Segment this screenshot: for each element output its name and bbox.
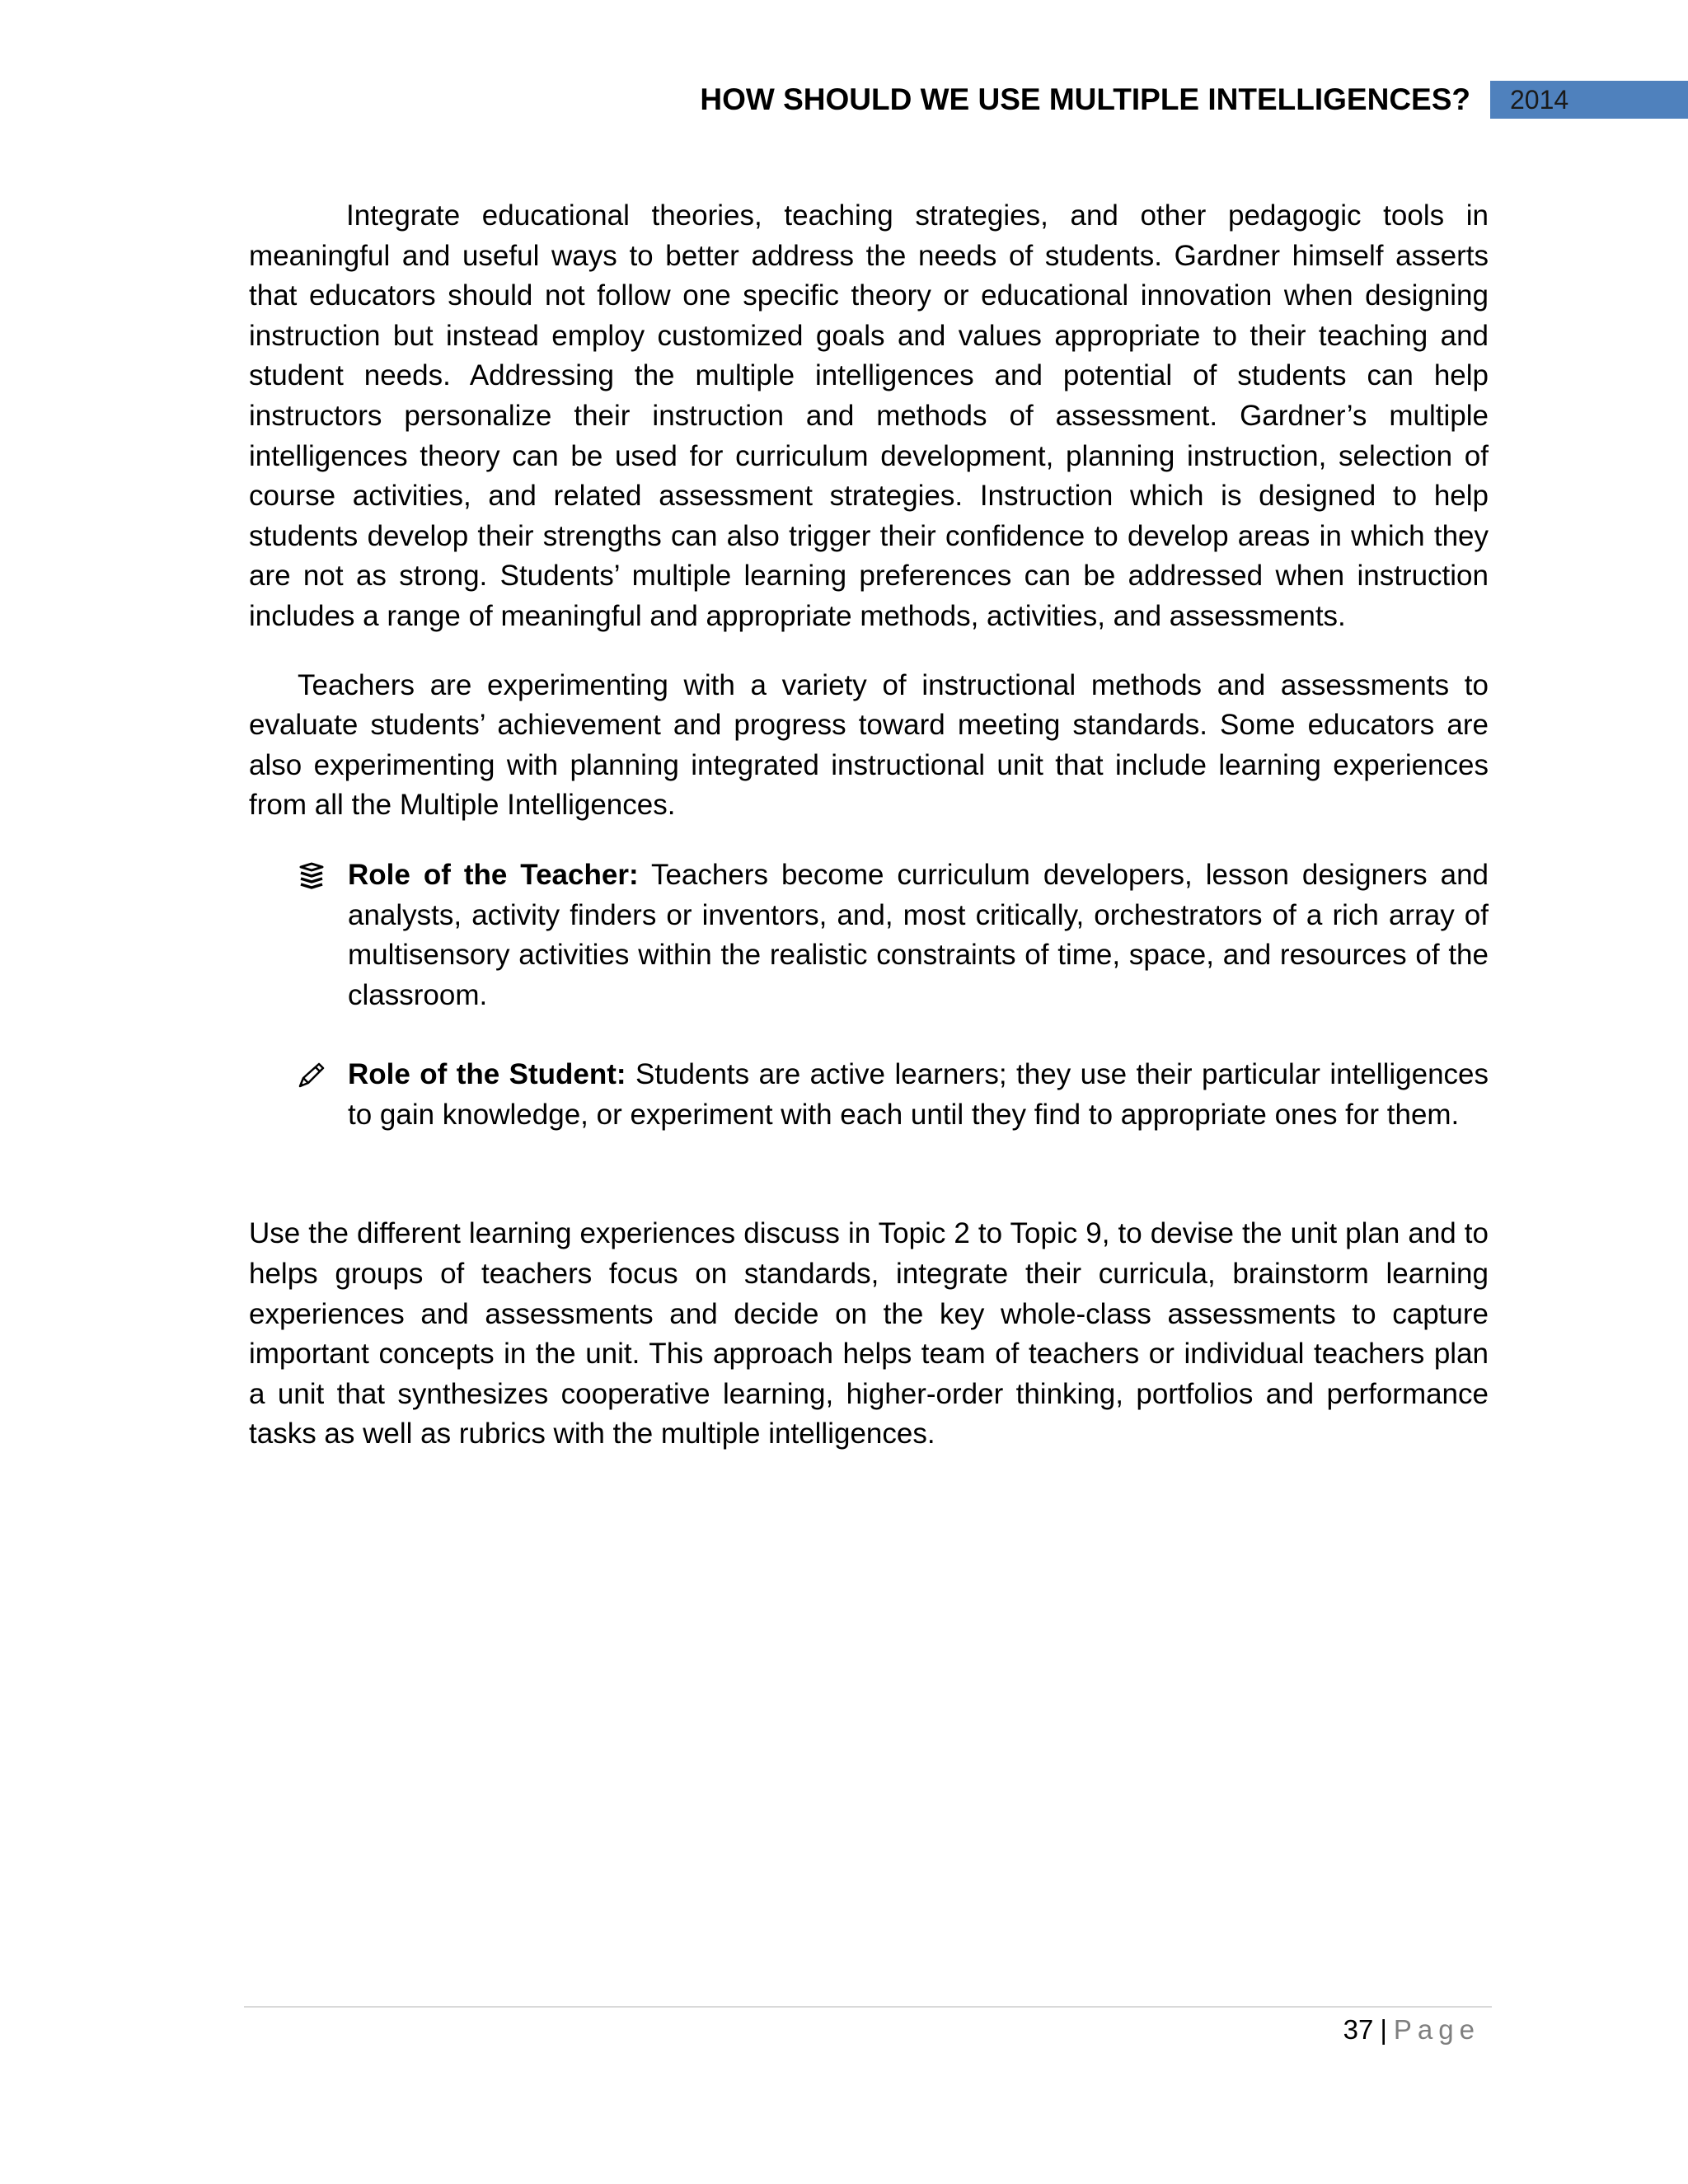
role-teacher-label: Role of the Teacher: — [348, 858, 639, 891]
page-footer — [1343, 2012, 1480, 2048]
role-student-text: Students are active learners; they use their particular intelligences to gain knowledge, or experiment with each until they find to appropriate ones for them. — [348, 1058, 1489, 1131]
page-label: Page — [1393, 2014, 1480, 2045]
role-student-label: Role of the Student: — [348, 1058, 626, 1091]
paragraph-unit-plan: Use the different learning experiences discuss in Topic 2 to Topic 9, to devise the unit plan and to helps groups of teachers focus on standards, integrate their curricula, brainstorm learning experiences and assessments and decide on the key whole-class assessments to capture important concepts in the unit. This approach helps team of teachers or individual teachers plan a unit that synthesizes cooperative learning, higher-order thinking, portfolios and performance tasks as well as rubrics with the multiple intelligences. — [249, 1217, 1489, 1451]
footer-separator: | — [1380, 2014, 1387, 2045]
role-teacher-text: Teachers become curriculum developers, lesson designers and analysts, activity finders or inventors, and, most critically, orchestrators of a rich array of multisensory activities within the realistic constraints of time, space, and resources of the classroom. — [348, 858, 1489, 1011]
page-header — [0, 81, 1688, 119]
list-item-role-teacher — [249, 855, 1489, 1015]
page-content — [249, 196, 1489, 1455]
header-year-badge: 2014 — [1490, 81, 1688, 119]
list-item-role-student — [249, 1055, 1489, 1135]
books-icon — [297, 860, 326, 890]
paragraph-teachers-experimenting: Teachers are experimenting with a variety of instructional methods and assessments to evaluate students’ achievement and progress toward meeting standards. Some educators are also experimenting with planning integrated instructional unit that include learning experiences from all the Multiple Intelligences. — [249, 668, 1489, 822]
paragraph-intro: Integrate educational theories, teaching strategies, and other pedagogic tools in meaningful and useful ways to better address the needs of students. Gardner himself asserts that educators should not follow one specific theory or educational innovation when designing instruction but instead employ customized goals and values appropriate to their teaching and student needs. Addressing the multiple intelligences and potential of students can help instructors personalize their instruction and methods of assessment. Gardner’s multiple intelligences theory can be used for curriculum development, planning instruction, selection of course activities, and related assessment strategies. Instruction which is designed to help students develop their strengths can also trigger their confidence to develop areas in which they are not as strong. Students’ multiple learning preferences can be addressed when instruction includes a range of meaningful and appropriate methods, activities, and assessments. — [249, 199, 1489, 632]
page-number: 37 — [1343, 2014, 1374, 2045]
roles-list — [249, 855, 1489, 1136]
header-title: HOW SHOULD WE USE MULTIPLE INTELLIGENCES? — [700, 82, 1470, 116]
pencil-icon — [297, 1060, 326, 1090]
footer-divider — [244, 2006, 1492, 2008]
